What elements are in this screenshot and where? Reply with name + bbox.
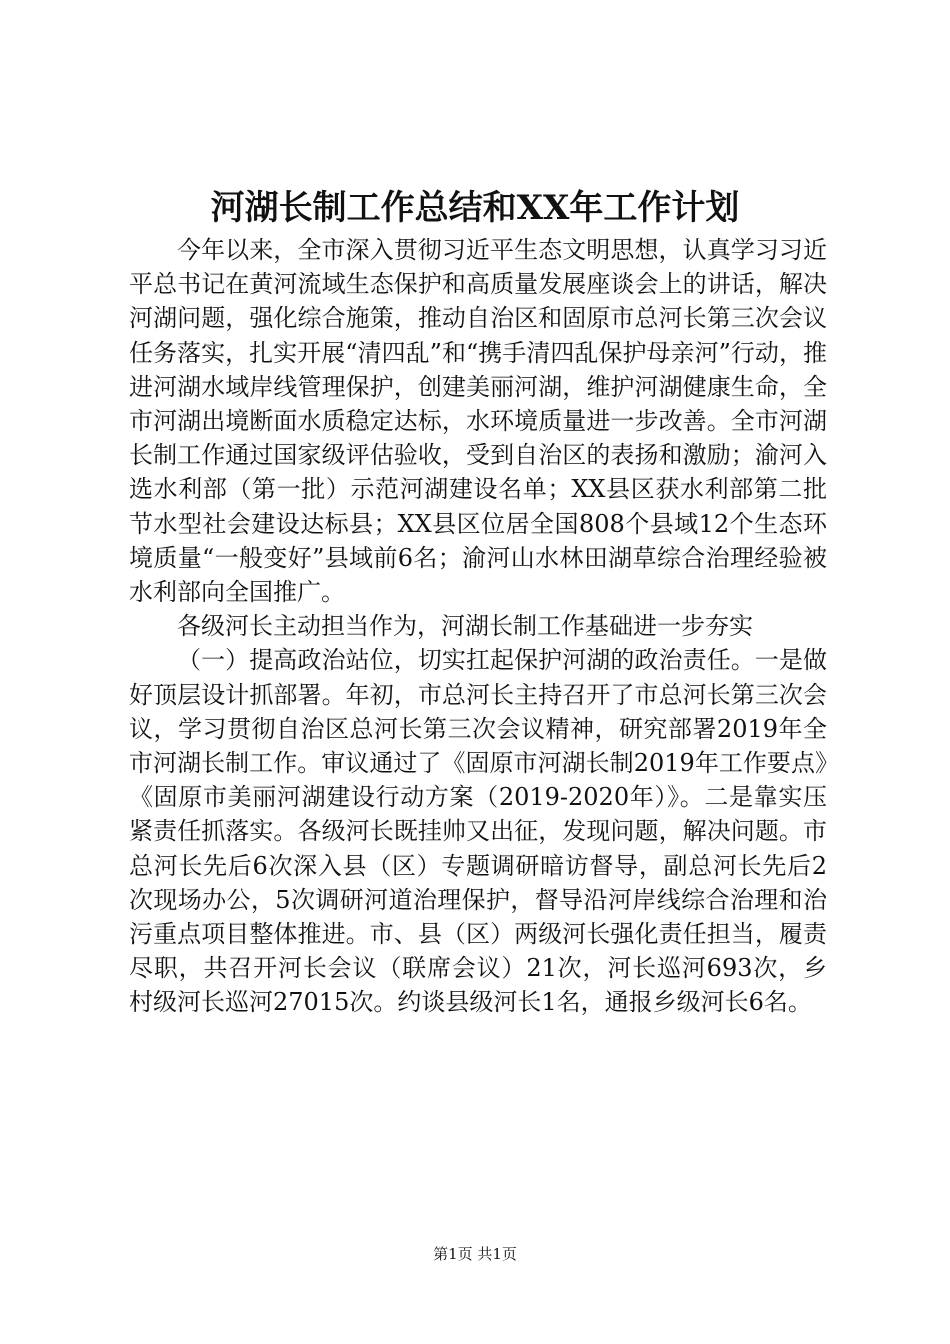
document-title: 河湖长制工作总结和XX年工作计划: [210, 188, 740, 228]
page-footer: 第1页 共1页: [433, 1245, 517, 1263]
document-body: [129, 233, 827, 1020]
paragraph-section-one: （一）提高政治站位，切实扛起保护河湖的政治责任。一是做好顶层设计抓部署。年初，市总河长主持召开了市总河长第三次会议，学习贯彻自治区总河长第三次会议精神，研究部署2019年全市河湖长制工作。审议通过了《固原市河湖长制2019年工作要点》《固原市美丽河湖建设行动方案（2019-2020年）》。二是靠实压紧责任抓落实。各级河长既挂帅又出征，发现问题，解决问题。市总河长先后6次深入县（区）专题调研暗访督导，副总河长先后2次现场办公，5次调研河道治理保护，督导沿河岸线综合治理和治污重点项目整体推进。市、县（区）两级河长强化责任担当，履责尽职，共召开河长会议（联席会议）21次，河长巡河693次，乡村级河长巡河27015次。约谈县级河长1名，通报乡级河长6名。: [129, 646, 827, 1017]
paragraph-intro: 今年以来，全市深入贯彻习近平生态文明思想，认真学习习近平总书记在黄河流域生态保护和高质量发展座谈会上的讲话，解决河湖问题，强化综合施策，推动自治区和固原市总河长第三次会议任务落实，扎实开展“清四乱”和“携手清四乱保护母亲河”行动，推进河湖水域岸线管理保护，创建美丽河湖，维护河湖健康生命，全市河湖出境断面水质稳定达标，水环境质量进一步改善。全市河湖长制工作通过国家级评估验收，受到自治区的表扬和激励；渝河入选水利部（第一批）示范河湖建设名单；XX县区获水利部第二批节水型社会建设达标县；XX县区位居全国808个县域12个生态环境质量“一般变好”县域前6名；渝河山水林田湖草综合治理经验被水利部向全国推广。: [129, 236, 827, 607]
paragraph-section-heading: 各级河长主动担当作为，河湖长制工作基础进一步夯实: [177, 612, 753, 641]
